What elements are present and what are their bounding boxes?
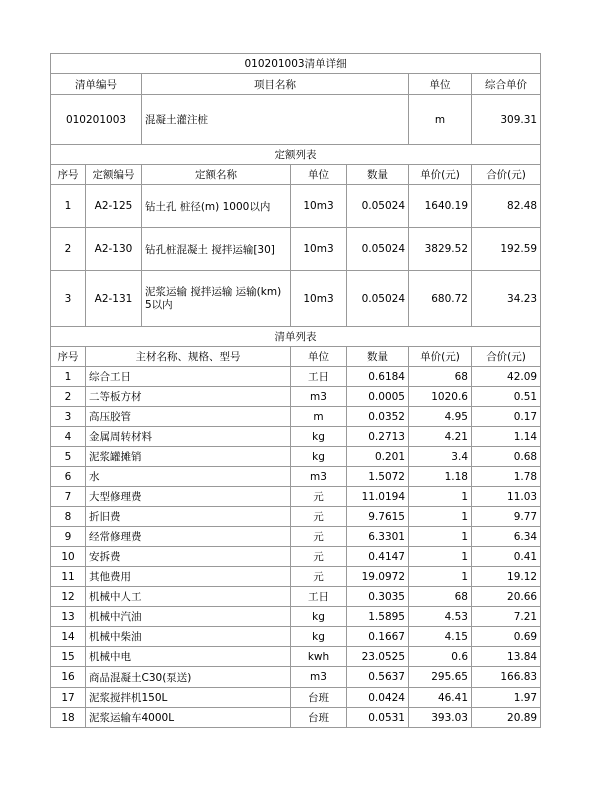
materials-col-header: 合价(元): [472, 347, 541, 367]
material-name: 机械中柴油: [86, 627, 291, 647]
material-qty: 9.7615: [347, 507, 409, 527]
material-row: [51, 387, 541, 407]
material-qty: 23.0525: [347, 647, 409, 667]
material-name: 商品混凝土C30(泵送): [86, 667, 291, 688]
material-row: [51, 688, 541, 708]
material-qty: 1.5895: [347, 607, 409, 627]
unit-header: 单位: [409, 74, 472, 95]
material-price: 4.53: [409, 607, 472, 627]
material-price: 1: [409, 527, 472, 547]
material-name: 经常修理费: [86, 527, 291, 547]
material-qty: 19.0972: [347, 567, 409, 587]
material-price: 295.65: [409, 667, 472, 688]
material-price: 393.03: [409, 708, 472, 728]
quota-price: 680.72: [409, 271, 472, 327]
material-total: 13.84: [472, 647, 541, 667]
quota-qty: 0.05024: [347, 228, 409, 271]
material-total: 20.89: [472, 708, 541, 728]
quota-row: [51, 185, 541, 228]
material-seq: 16: [51, 667, 86, 688]
material-total: 11.03: [472, 487, 541, 507]
quota-unit: 10m3: [291, 228, 347, 271]
material-total: 0.41: [472, 547, 541, 567]
quota-code: A2-125: [86, 185, 142, 228]
material-row: [51, 407, 541, 427]
material-row: [51, 507, 541, 527]
materials-section-title: 清单列表: [51, 327, 541, 347]
material-qty: 0.0424: [347, 688, 409, 708]
material-row: [51, 627, 541, 647]
material-row: [51, 447, 541, 467]
material-name: 金属周转材料: [86, 427, 291, 447]
quota-total: 34.23: [472, 271, 541, 327]
item-unit-price: 309.31: [472, 95, 541, 145]
material-price: 1: [409, 567, 472, 587]
material-seq: 8: [51, 507, 86, 527]
material-price: 4.15: [409, 627, 472, 647]
material-row: [51, 667, 541, 688]
material-price: 1: [409, 487, 472, 507]
material-qty: 0.6184: [347, 367, 409, 387]
material-unit: 元: [291, 547, 347, 567]
materials-col-header: 序号: [51, 347, 86, 367]
material-name: 机械中人工: [86, 587, 291, 607]
material-seq: 10: [51, 547, 86, 567]
material-seq: 13: [51, 607, 86, 627]
material-unit: 元: [291, 527, 347, 547]
material-unit: kwh: [291, 647, 347, 667]
material-name: 二等板方材: [86, 387, 291, 407]
material-name: 泥浆罐摊销: [86, 447, 291, 467]
material-seq: 15: [51, 647, 86, 667]
material-qty: 0.5637: [347, 667, 409, 688]
material-row: [51, 567, 541, 587]
material-unit: 元: [291, 487, 347, 507]
material-price: 1020.6: [409, 387, 472, 407]
material-unit: kg: [291, 447, 347, 467]
material-row: [51, 367, 541, 387]
material-total: 20.66: [472, 587, 541, 607]
item-unit: m: [409, 95, 472, 145]
material-qty: 0.0531: [347, 708, 409, 728]
material-seq: 14: [51, 627, 86, 647]
material-row: [51, 647, 541, 667]
unit-price-header: 综合单价: [472, 74, 541, 95]
material-total: 0.51: [472, 387, 541, 407]
material-price: 3.4: [409, 447, 472, 467]
material-unit: 台班: [291, 708, 347, 728]
material-unit: m3: [291, 667, 347, 688]
quota-seq: 1: [51, 185, 86, 228]
quota-code: A2-131: [86, 271, 142, 327]
bill-code: 010201003: [51, 95, 142, 145]
material-total: 1.97: [472, 688, 541, 708]
material-total: 9.77: [472, 507, 541, 527]
material-row: [51, 547, 541, 567]
material-total: 1.78: [472, 467, 541, 487]
material-qty: 0.201: [347, 447, 409, 467]
material-row: [51, 587, 541, 607]
material-row: [51, 487, 541, 507]
material-row: [51, 467, 541, 487]
material-price: 68: [409, 367, 472, 387]
material-unit: 元: [291, 507, 347, 527]
material-qty: 0.0352: [347, 407, 409, 427]
material-row: [51, 607, 541, 627]
material-qty: 0.0005: [347, 387, 409, 407]
bill-detail-table: [50, 53, 541, 728]
materials-col-header: 主材名称、规格、型号: [86, 347, 291, 367]
material-qty: 0.4147: [347, 547, 409, 567]
quota-name: 钻孔桩混凝土 搅拌运输[30]: [142, 228, 291, 271]
table-title: 010201003清单详细: [51, 54, 541, 74]
material-seq: 1: [51, 367, 86, 387]
quota-name: 泥浆运输 搅拌运输 运输(km) 5以内: [142, 271, 291, 327]
material-qty: 1.5072: [347, 467, 409, 487]
material-name: 其他费用: [86, 567, 291, 587]
material-seq: 3: [51, 407, 86, 427]
material-price: 0.6: [409, 647, 472, 667]
material-name: 安拆费: [86, 547, 291, 567]
quota-code: A2-130: [86, 228, 142, 271]
quota-row: [51, 228, 541, 271]
material-unit: 台班: [291, 688, 347, 708]
material-total: 0.69: [472, 627, 541, 647]
quota-col-header: 数量: [347, 165, 409, 185]
material-total: 7.21: [472, 607, 541, 627]
material-price: 1.18: [409, 467, 472, 487]
item-name-header: 项目名称: [142, 74, 409, 95]
quota-section-title: 定额列表: [51, 145, 541, 165]
material-price: 4.21: [409, 427, 472, 447]
material-total: 0.68: [472, 447, 541, 467]
material-qty: 0.1667: [347, 627, 409, 647]
material-unit: kg: [291, 427, 347, 447]
material-name: 机械中电: [86, 647, 291, 667]
material-unit: m: [291, 407, 347, 427]
material-qty: 6.3301: [347, 527, 409, 547]
quota-seq: 3: [51, 271, 86, 327]
quota-qty: 0.05024: [347, 271, 409, 327]
material-qty: 0.2713: [347, 427, 409, 447]
quota-col-header: 定额名称: [142, 165, 291, 185]
material-seq: 7: [51, 487, 86, 507]
material-seq: 17: [51, 688, 86, 708]
quota-col-header: 单位: [291, 165, 347, 185]
material-unit: 工日: [291, 587, 347, 607]
material-seq: 5: [51, 447, 86, 467]
material-name: 折旧费: [86, 507, 291, 527]
item-name: 混凝土灌注桩: [142, 95, 409, 145]
materials-header-row: [51, 347, 541, 367]
material-seq: 6: [51, 467, 86, 487]
material-name: 综合工日: [86, 367, 291, 387]
material-seq: 12: [51, 587, 86, 607]
material-name: 泥浆运输车4000L: [86, 708, 291, 728]
quota-col-header: 序号: [51, 165, 86, 185]
material-name: 大型修理费: [86, 487, 291, 507]
material-qty: 11.0194: [347, 487, 409, 507]
material-name: 泥浆搅拌机150L: [86, 688, 291, 708]
bill-code-header: 清单编号: [51, 74, 142, 95]
quota-seq: 2: [51, 228, 86, 271]
material-price: 1: [409, 547, 472, 567]
material-unit: kg: [291, 607, 347, 627]
material-name: 水: [86, 467, 291, 487]
material-seq: 2: [51, 387, 86, 407]
material-seq: 11: [51, 567, 86, 587]
quota-qty: 0.05024: [347, 185, 409, 228]
materials-col-header: 单价(元): [409, 347, 472, 367]
quota-price: 1640.19: [409, 185, 472, 228]
material-row: [51, 708, 541, 728]
material-row: [51, 527, 541, 547]
quota-header-row: [51, 165, 541, 185]
quota-row: [51, 271, 541, 327]
quota-name: 钻土孔 桩径(m) 1000以内: [142, 185, 291, 228]
material-name: 机械中汽油: [86, 607, 291, 627]
material-total: 0.17: [472, 407, 541, 427]
material-price: 1: [409, 507, 472, 527]
material-price: 4.95: [409, 407, 472, 427]
material-price: 46.41: [409, 688, 472, 708]
materials-col-header: 数量: [347, 347, 409, 367]
material-row: [51, 427, 541, 447]
material-seq: 4: [51, 427, 86, 447]
quota-col-header: 合价(元): [472, 165, 541, 185]
quota-col-header: 单价(元): [409, 165, 472, 185]
material-seq: 9: [51, 527, 86, 547]
material-unit: 工日: [291, 367, 347, 387]
material-total: 166.83: [472, 667, 541, 688]
material-total: 1.14: [472, 427, 541, 447]
quota-total: 82.48: [472, 185, 541, 228]
material-total: 19.12: [472, 567, 541, 587]
material-unit: 元: [291, 567, 347, 587]
material-unit: kg: [291, 627, 347, 647]
materials-col-header: 单位: [291, 347, 347, 367]
material-unit: m3: [291, 387, 347, 407]
material-seq: 18: [51, 708, 86, 728]
quota-col-header: 定额编号: [86, 165, 142, 185]
material-unit: m3: [291, 467, 347, 487]
material-qty: 0.3035: [347, 587, 409, 607]
quota-price: 3829.52: [409, 228, 472, 271]
material-total: 42.09: [472, 367, 541, 387]
quota-total: 192.59: [472, 228, 541, 271]
material-name: 高压胶管: [86, 407, 291, 427]
material-price: 68: [409, 587, 472, 607]
quota-unit: 10m3: [291, 185, 347, 228]
quota-unit: 10m3: [291, 271, 347, 327]
material-total: 6.34: [472, 527, 541, 547]
